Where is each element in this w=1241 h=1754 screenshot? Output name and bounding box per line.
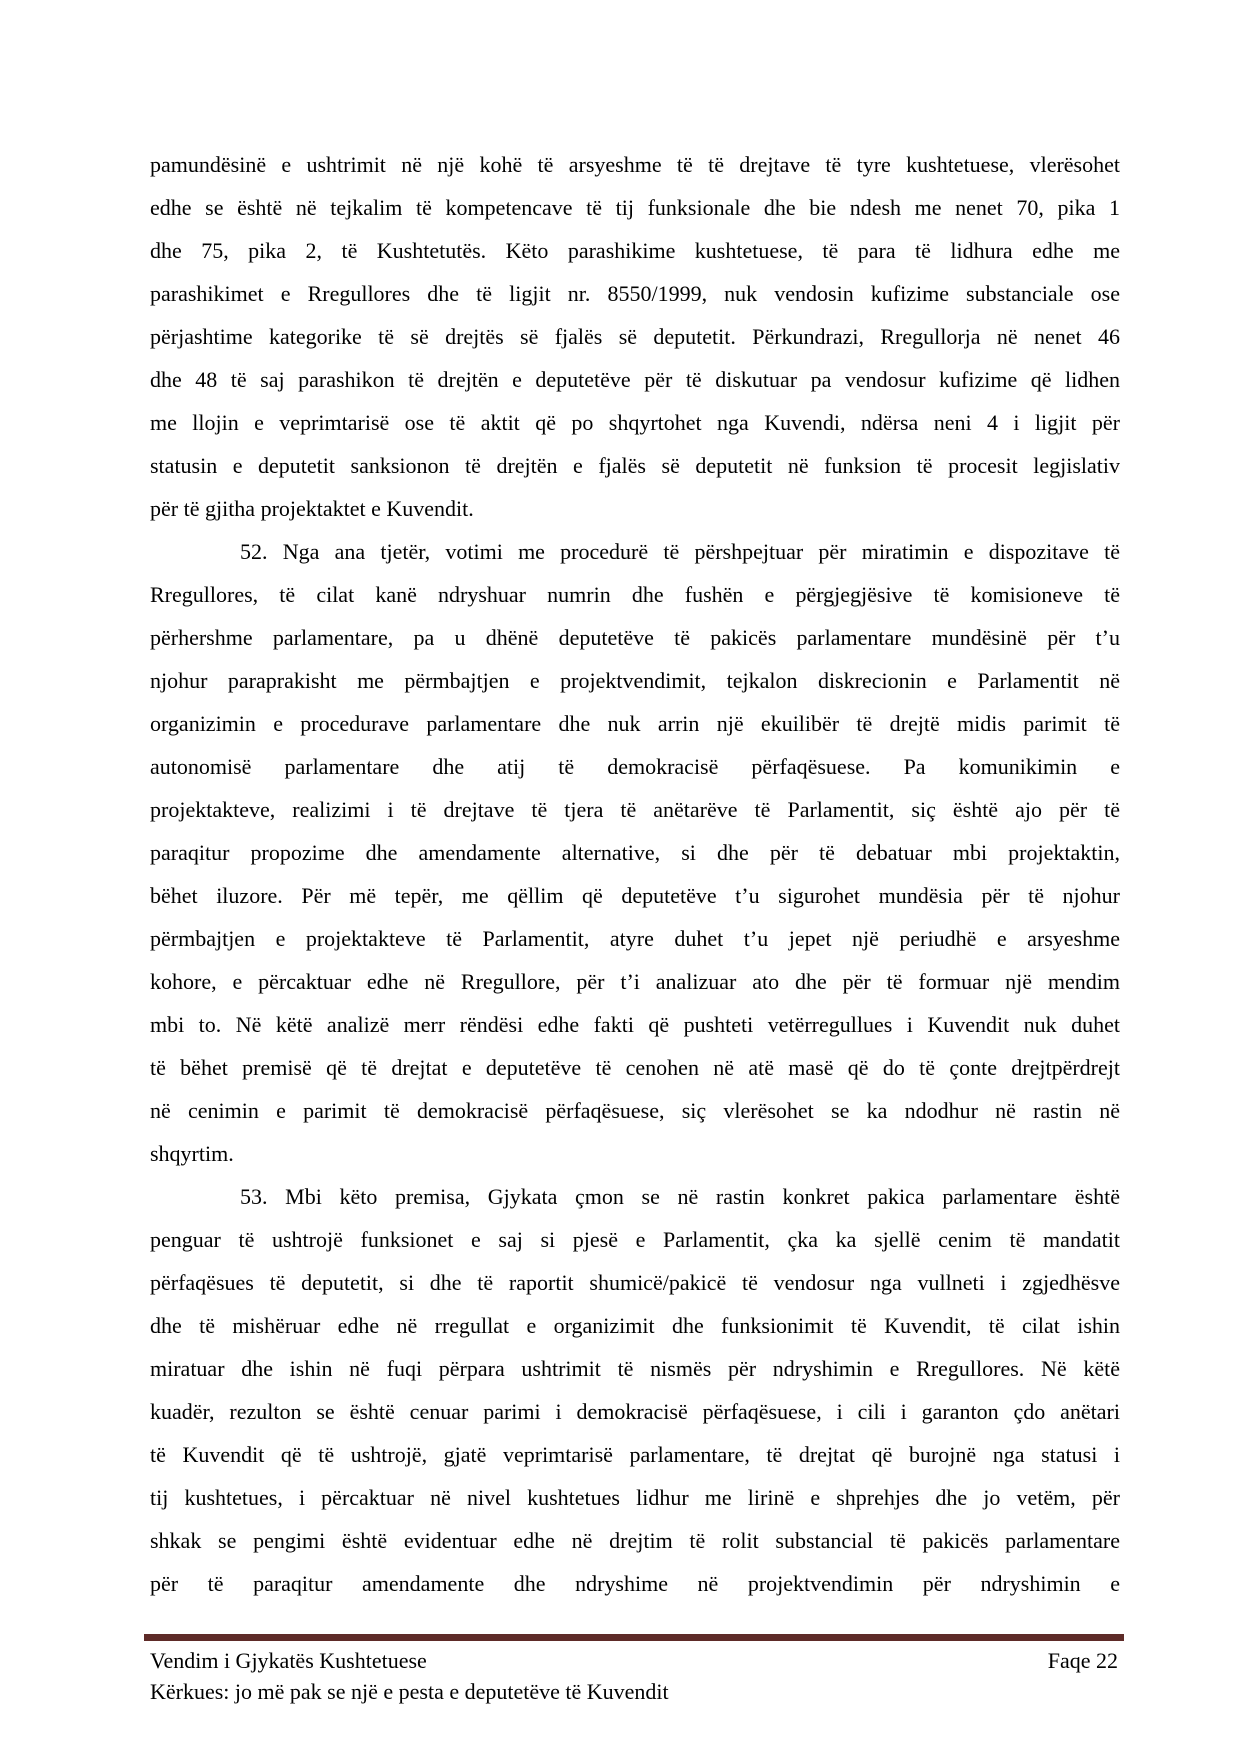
text-line: për të paraqitur amendamente dhe ndryshime në projektvendimin për ndryshimin e [150,1571,1120,1596]
text-line: dhe 75, pika 2, të Kushtetutës. Këto parashikime kushtetuese, të para të lidhura edhe me [150,238,1120,263]
text-line: kuadër, rezulton se është cenuar parimi i demokracisë përfaqësuese, i cili i garanton çdo anëtari [150,1399,1120,1424]
text-line: parashikimet e Rregullores dhe të ligjit nr. 8550/1999, nuk vendosin kufizime substanciale ose [150,281,1120,306]
text-line: edhe se është në tejkalim të kompetencave të tij funksionale dhe bie ndesh me nenet 70, pika 1 [150,195,1120,220]
text-line: shkak se pengimi është evidentuar edhe në drejtim të rolit substancial të pakicës parlamentare [150,1528,1120,1553]
text-line: kohore, e përcaktuar edhe në Rregullore, për t’i analizuar ato dhe për të formuar një mendim [150,969,1120,994]
paragraph-1 [150,143,1120,530]
text-line: përhershme parlamentare, pa u dhënë deputetëve të pakicës parlamentare mundësinë për t’u [150,625,1120,650]
paragraph-2 [150,530,1120,1175]
text-line: mbi to. Në këtë analizë merr rëndësi edhe fakti që pushteti vetërregullues i Kuvendit nuk duhet [150,1012,1120,1037]
text-line: penguar të ushtrojë funksionet e saj si pjesë e Parlamentit, çka ka sjellë cenim të mandatit [150,1227,1120,1252]
text-line: për të gjitha projektaktet e Kuvendit. [150,496,474,521]
text-line: organizimin e procedurave parlamentare dhe nuk arrin një ekuilibër të drejtë midis parimit të [150,711,1120,736]
text-line: të Kuvendit që të ushtrojë, gjatë veprimtarisë parlamentare, të drejtat që burojnë nga statusi i [150,1442,1120,1467]
text-line: dhe 48 të saj parashikon të drejtën e deputetëve për të diskutuar pa vendosur kufizime që lidhen [150,367,1120,392]
text-line: autonomisë parlamentare dhe atij të demokracisë përfaqësuese. Pa komunikimin e [150,754,1120,779]
text-line: projektakteve, realizimi i të drejtave të tjera të anëtarëve të Parlamentit, siç është ajo për të [150,797,1120,822]
text-line: përjashtime kategorike të së drejtës së fjalës së deputetit. Përkundrazi, Rregullorja në nenet 46 [150,324,1120,349]
text-line: tij kushtetues, i përcaktuar në nivel kushtetues lidhur me lirinë e shprehjes dhe jo vetëm, për [150,1485,1120,1510]
footer-row [144,1645,1124,1676]
footer-document-title: Vendim i Gjykatës Kushtetuese [150,1648,427,1673]
text-line: përmbajtjen e projektakteve të Parlamentit, atyre duhet t’u jepet një periudhë e arsyeshme [150,926,1120,951]
text-line: 52. Nga ana tjetër, votimi me procedurë të përshpejtuar për miratimin e dispozitave të [240,539,1120,564]
footer-rule [144,1634,1124,1641]
footer-page-number: Faqe 22 [1047,1648,1118,1673]
text-line: 53. Mbi këto premisa, Gjykata çmon se në rastin konkret pakica parlamentare është [240,1184,1120,1209]
page-footer [144,1634,1124,1707]
text-line: bëhet iluzore. Për më tepër, me qëllim që deputetëve t’u sigurohet mundësia për të njohur [150,883,1120,908]
text-line: të bëhet premisë që të drejtat e deputetëve të cenohen në atë masë që do të çonte drejtpërdrejt [150,1055,1120,1080]
text-line: paraqitur propozime dhe amendamente alternative, si dhe për të debatuar mbi projektaktin, [150,840,1120,865]
text-line: miratuar dhe ishin në fuqi përpara ushtrimit të nismës për ndryshimin e Rregullores. Në këtë [150,1356,1120,1381]
document-body [150,143,1120,1605]
paragraph-3 [150,1175,1120,1605]
text-line: dhe të mishëruar edhe në rregullat e organizimit dhe funksionimit të Kuvendit, të cilat ishin [150,1313,1120,1338]
text-line: në cenimin e parimit të demokracisë përfaqësuese, siç vlerësohet se ka ndodhur në rastin në [150,1098,1120,1123]
text-line: statusin e deputetit sanksionon të drejtën e fjalës së deputetit në funksion të procesit legjislativ [150,453,1120,478]
text-line: përfaqësues të deputetit, si dhe të raportit shumicë/pakicë të vendosur nga vullneti i zgjedhësve [150,1270,1120,1295]
text-line: shqyrtim. [150,1141,234,1166]
text-line: me llojin e veprimtarisë ose të aktit që po shqyrtohet nga Kuvendi, ndërsa neni 4 i ligjit për [150,410,1120,435]
text-line: njohur paraprakisht me përmbajtjen e projektvendimit, tejkalon diskrecionin e Parlamentit në [150,668,1120,693]
text-line: pamundësinë e ushtrimit në një kohë të arsyeshme të të drejtave të tyre kushtetuese, vlerësohet [150,152,1120,177]
text-line: Rregullores, të cilat kanë ndryshuar numrin dhe fushën e përgjegjësive të komisioneve të [150,582,1120,607]
footer-requester: Kërkues: jo më pak se një e pesta e deputetëve të Kuvendit [150,1679,669,1704]
